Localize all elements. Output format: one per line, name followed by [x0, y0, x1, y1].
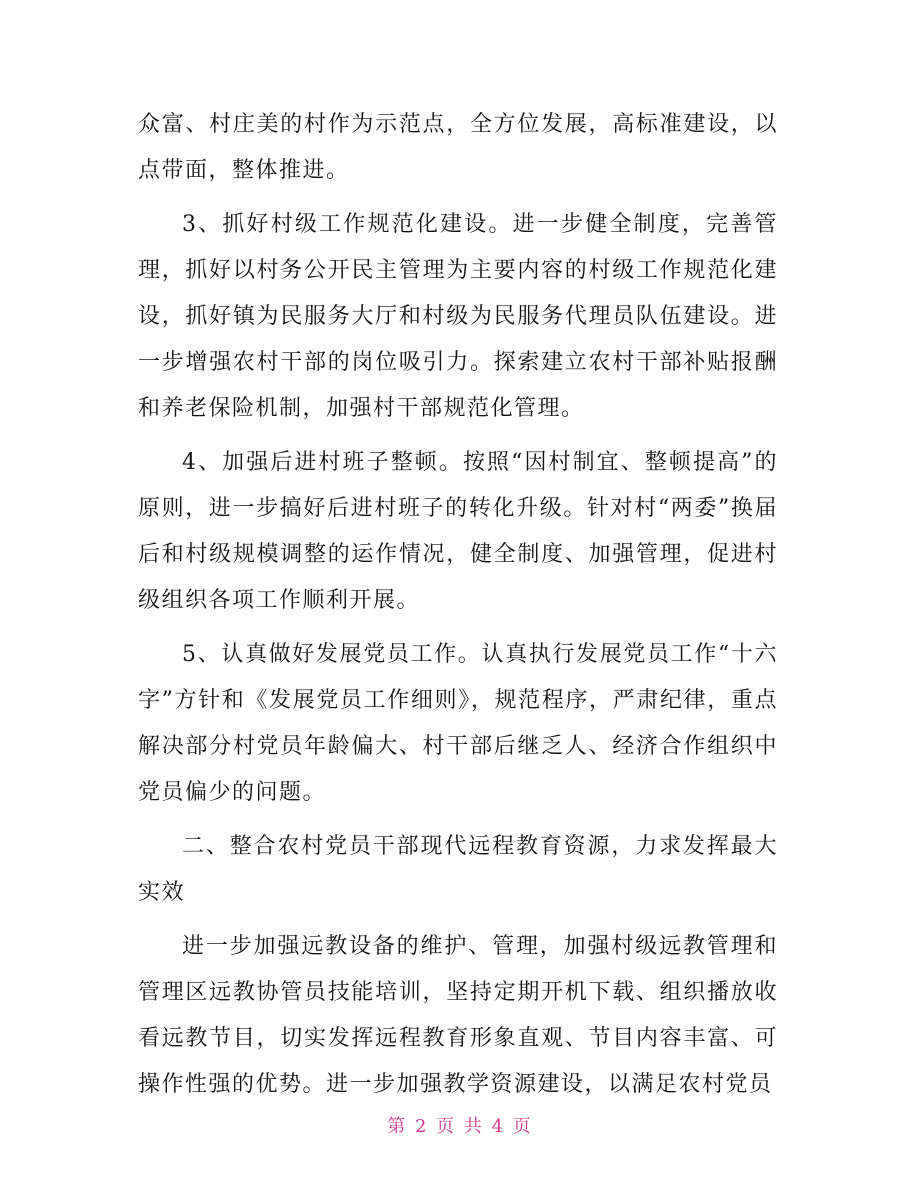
- section-heading-2: 二、整合农村党员干部现代远程教育资源，力求发挥最大实效: [138, 834, 778, 905]
- document-body: [138, 102, 778, 1116]
- paragraph-item-4: 4、加强后进村班子整顿。按照“因村制宜、整顿提高”的原则，进一步搞好后进村班子的转化升级。针对村“两委”换届后和村级规模调整的运作情况，健全制度、加强管理，促进村级组织各项工作顺利开展。: [138, 450, 778, 613]
- paragraph-item-5: 5、认真做好发展党员工作。认真执行发展党员工作“十六字”方针和《发展党员工作细则》，规范程序，严肃纪律，重点解决部分村党员年龄偏大、村干部后继乏人、经济合作组织中党员偏少的问题。: [138, 642, 778, 805]
- paragraph-remote-education: 进一步加强远教设备的维护、管理，加强村级远教管理和管理区远教协管员技能培训，坚持定期开机下载、组织播放收看远教节目，切实发挥远程教育形象直观、节目内容丰富、可操作性强的优势。进一步加强教学资源建设，以满足农村党员: [138, 934, 778, 1097]
- page-number-footer: 第 2 页 共 4 页: [387, 1116, 533, 1137]
- paragraph-item-3: 3、抓好村级工作规范化建设。进一步健全制度，完善管理，抓好以村务公开民主管理为主要内容的村级工作规范化建设，抓好镇为民服务大厅和村级为民服务代理员队伍建设。进一步增强农村干部的岗位吸引力。探索建立农村干部补贴报酬和养老保险机制，加强村干部规范化管理。: [138, 212, 778, 421]
- paragraph-continuation: 众富、村庄美的村作为示范点，全方位发展，高标准建设，以点带面，整体推进。: [138, 112, 778, 183]
